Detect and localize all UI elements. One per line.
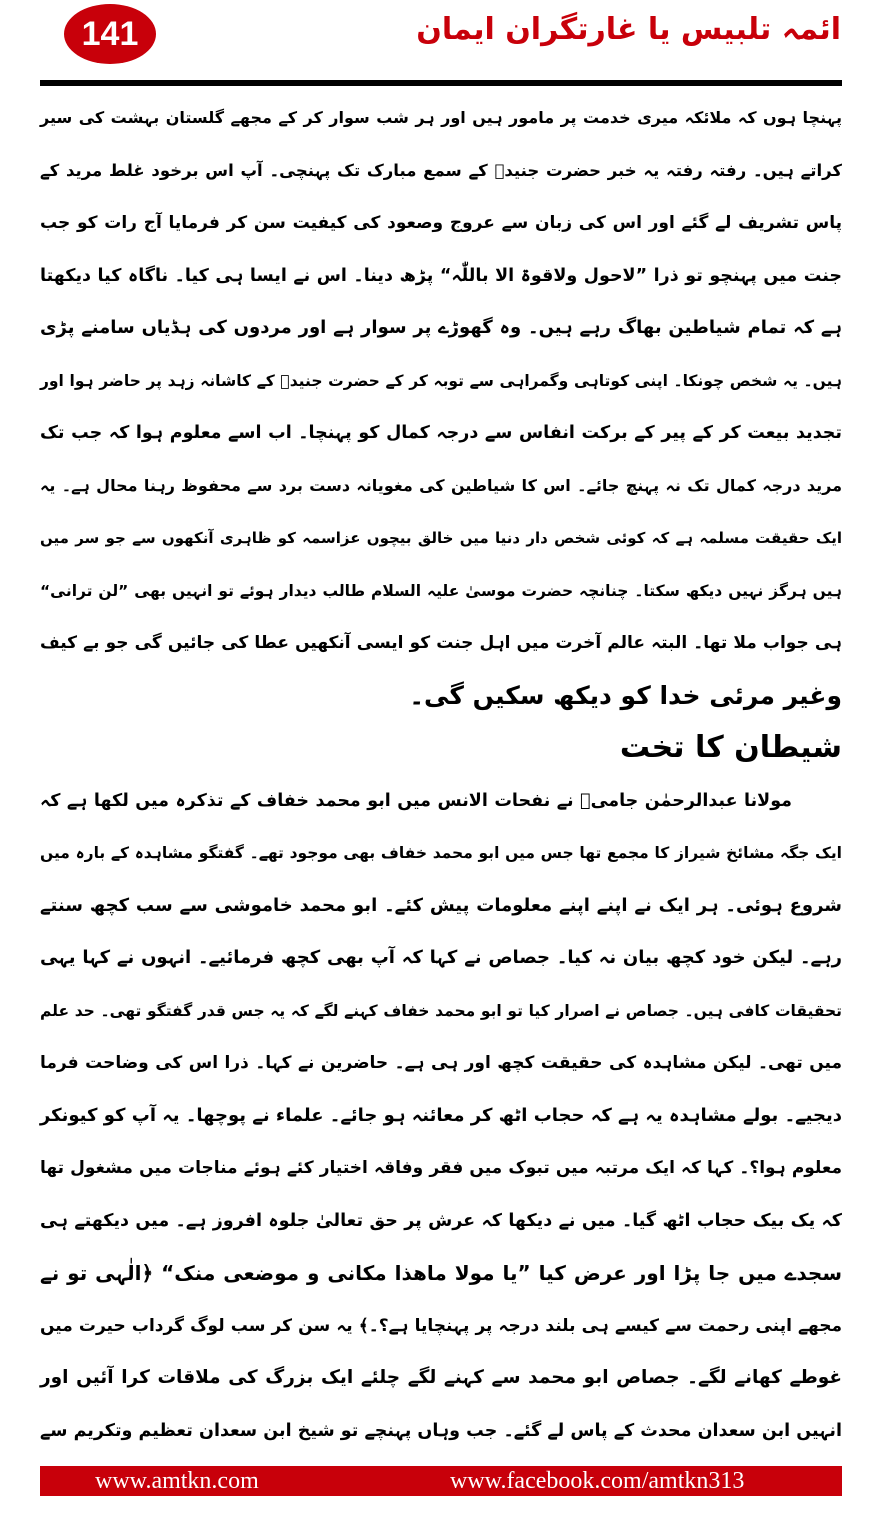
text-line: مجھے اپنی رحمت سے کیسے ہی بلند درجہ پر پہنچایا ہے؟۔﴾ یہ سن کر سب لوگ گرداب حیرت میں xyxy=(40,1315,842,1336)
text-line: رہے۔ لیکن خود کچھ بیان نہ کیا۔ جصاص نے کہا کہ آپ بھی کچھ فرمائیے۔ انہوں نے کہا یہی xyxy=(40,947,842,968)
footer-bar xyxy=(40,1466,842,1496)
page-number-badge: 141 xyxy=(64,4,156,64)
paragraph-2 xyxy=(40,775,842,1458)
text-line: ہے کہ تمام شیاطین بھاگ رہے ہیں۔ وہ گھوڑے پر سوار ہے اور مردوں کی ہڈیاں سامنے پڑی xyxy=(40,317,842,338)
text-line: ایک حقیقت مسلمہ ہے کہ کوئی شخص دار دنیا میں خالق بیچوں عزاسمہ کو ظاہری آنکھوں سے جو سر میں xyxy=(40,529,842,547)
text-line: مرید درجہ کمال تک نہ پہنچ جائے۔ اس کا شیاطین کی مغویانہ دست برد سے محفوظ رہنا محال ہے۔ یہ xyxy=(40,475,842,495)
text-line: انہیں ابن سعدان محدث کے پاس لے گئے۔ جب وہاں پہنچے تو شیخ ابن سعدان تعظیم وتکریم سے xyxy=(40,1420,842,1441)
text-line: کہ یک بیک حجاب اٹھ گیا۔ میں نے دیکھا کہ عرش پر حق تعالیٰ جلوہ افروز ہے۔ میں دیکھتے ہی xyxy=(40,1210,842,1231)
text-line: مولانا عبدالرحمٰن جامیؒ نے نفحات الانس میں ابو محمد خفاف کے تذکرہ میں لکھا ہے کہ xyxy=(40,790,792,811)
text-line: تحقیقات کافی ہیں۔ جصاص نے اصرار کیا تو ابو محمد خفاف کہنے لگے کہ یہ جس قدر گفتگو تھی۔ حد علم xyxy=(40,1001,842,1020)
text-line: سجدے میں جا پڑا اور عرض کیا ”یا مولا ماھذا مکانی و موضعی منک“ ﴿الٰہی تو نے xyxy=(40,1261,842,1285)
text-line: میں تھی۔ لیکن مشاہدہ کی حقیقت کچھ اور ہی ہے۔ حاضرین نے کہا۔ ذرا اس کی وضاحت فرما xyxy=(40,1053,842,1073)
text-line: تجدید بیعت کر کے پیر کے برکت انفاس سے درجہ کمال کو پہنچا۔ اب اسے معلوم ہوا کہ جب تک xyxy=(40,423,842,443)
text-line: ہیں۔ یہ شخص چونکا۔ اپنی کوتاہی وگمراہی سے توبہ کر کے حضرت جنیدؒ کے کاشانہ زہد پر حاضر ہوا اور xyxy=(40,371,842,390)
text-line: ہی جواب ملا تھا۔ البتہ عالم آخرت میں اہل جنت کو ایسی آنکھیں عطا کی جائیں گی جو بے کیف xyxy=(40,633,842,653)
text-line: پہنچا ہوں کہ ملائکہ میری خدمت پر مامور ہیں اور ہر شب سوار کر کے مجھے گلستان بہشت کی سیر xyxy=(40,108,842,127)
text-line: دیجیے۔ بولے مشاہدہ یہ ہے کہ حجاب اٹھ کر معائنہ ہو جائے۔ علماء نے پوچھا۔ یہ آپ کو کیونکر xyxy=(39,1104,842,1126)
text-line: جنت میں پہنچو تو ذرا ”لاحول ولاقوۃ الا باللّٰہ“ پڑھ دینا۔ اس نے ایسا ہی کیا۔ ناگاہ کیا دیکھتا xyxy=(40,265,842,286)
text-line: ہیں ہرگز نہیں دیکھ سکتا۔ چنانچہ حضرت موسیٰ علیہ السلام طالب دیدار ہوئے تو انہیں بھی ”لن ترانی“ xyxy=(40,581,842,600)
text-line: وغیر مرئی خدا کو دیکھ سکیں گی۔ xyxy=(409,680,842,710)
text-line: شروع ہوئی۔ ہر ایک نے اپنے اپنے معلومات پیش کئے۔ ابو محمد خاموشی سے سب کچھ سنتے xyxy=(40,894,842,916)
book-title: ائمہ تلبیس یا غارتگران ایمان xyxy=(416,12,841,47)
facebook-link[interactable]: www.facebook.com/amtkn313 xyxy=(450,1468,745,1494)
text-line: غوطے کھانے لگے۔ جصاص ابو محمد سے کہنے لگے چلئے ایک بزرگ کی ملاقات کرا آئیں اور xyxy=(40,1367,842,1388)
text-line: کراتے ہیں۔ رفتہ رفتہ یہ خبر حضرت جنیدؒ کے سمع مبارک تک پہنچی۔ آپ اس برخود غلط مرید کے xyxy=(40,160,842,180)
paragraph-1 xyxy=(40,92,842,722)
section-heading: شیطان کا تخت xyxy=(619,730,842,765)
page-body xyxy=(40,92,842,1457)
header-divider xyxy=(40,80,842,86)
text-line: معلوم ہوا؟۔ کہا کہ ایک مرتبہ میں تبوک میں فقر وفاقہ اختیار کئے ہوئے مناجات میں مشغول تھا xyxy=(40,1158,842,1178)
text-line: ایک جگہ مشائخ شیراز کا مجمع تھا جس میں ابو محمد خفاف بھی موجود تھے۔ گفتگو مشاہدہ کے بارہ میں xyxy=(40,844,842,862)
website-link[interactable]: www.amtkn.com xyxy=(95,1468,259,1494)
text-line: پاس تشریف لے گئے اور اس کی زبان سے عروج وصعود کی کیفیت سن کر فرمایا آج رات کو جب xyxy=(40,213,842,233)
